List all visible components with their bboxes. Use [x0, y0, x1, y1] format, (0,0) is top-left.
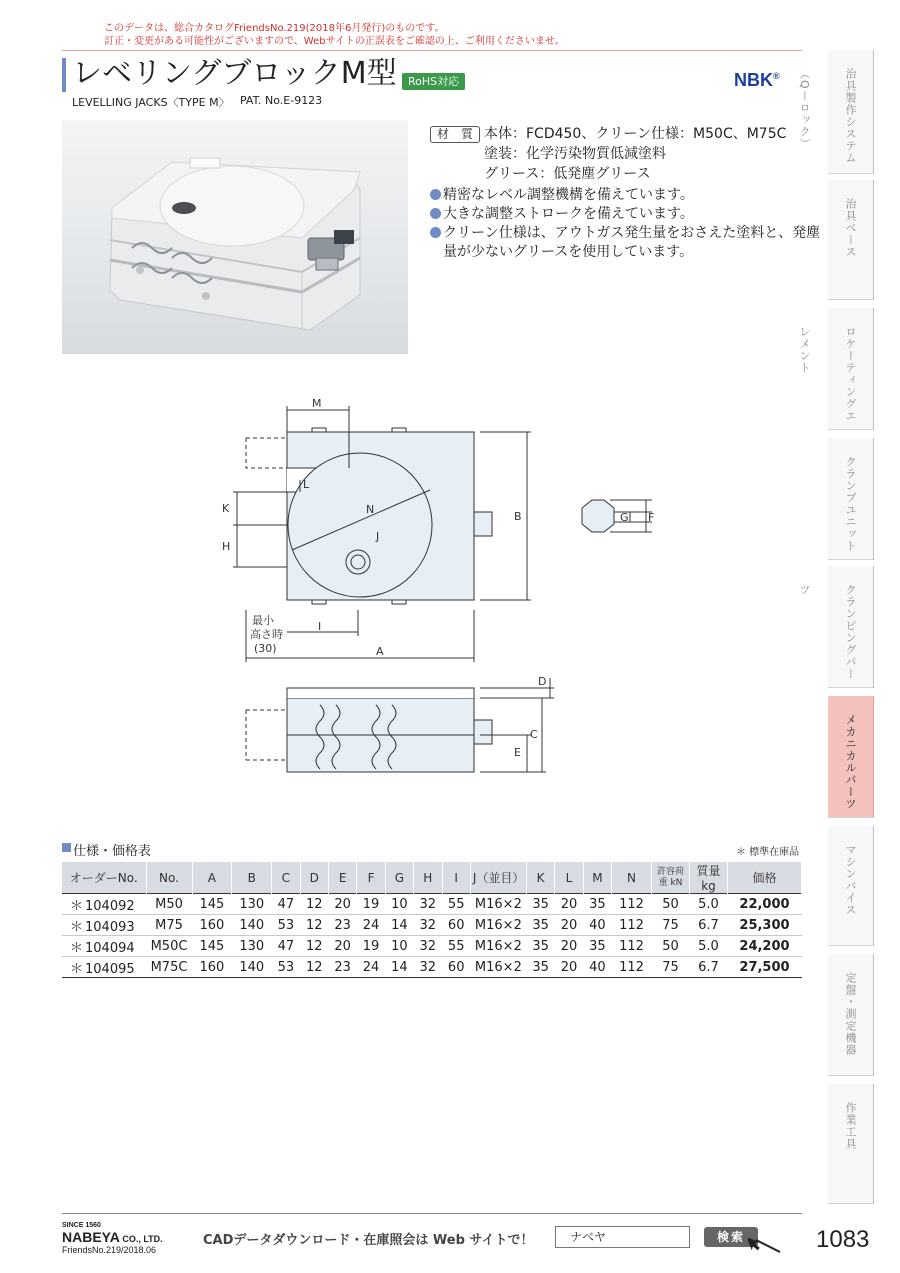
cell-a: 160: [192, 915, 232, 936]
english-subtitle: LEVELLING JACKS〈TYPE M〉: [72, 96, 230, 109]
order-number[interactable]: 104094: [85, 940, 135, 956]
cell-g: 10: [385, 936, 413, 957]
dim-label-e: E: [514, 746, 521, 759]
cell-price: 25,300: [728, 915, 802, 936]
cell-e: 23: [328, 957, 356, 978]
col-g: G: [385, 862, 413, 894]
cell-e: 20: [328, 894, 356, 915]
cell-load: 75: [652, 957, 690, 978]
cell-d: 12: [300, 894, 328, 915]
cell-k: 35: [526, 915, 554, 936]
cell-d: 12: [300, 936, 328, 957]
sidebar-tab-machine-vise[interactable]: マシンバイス: [828, 826, 874, 946]
dim-label-f: F: [648, 511, 655, 524]
company-name: NABEYA: [62, 1229, 120, 1245]
cell-l: 20: [555, 915, 583, 936]
nbk-logo-text: NBK: [734, 70, 773, 90]
dimension-drawing: [0, 380, 820, 800]
feature-text-3: クリーン仕様は、アウトガス発生量をおさえた塗料と、発塵: [443, 225, 821, 241]
bullet-icon: [430, 208, 441, 219]
cell-mass: 6.7: [690, 957, 728, 978]
cell-i: 55: [442, 936, 470, 957]
leveling-block-illustration: [62, 120, 408, 354]
cell-h: 32: [414, 936, 442, 957]
cell-g: 14: [385, 957, 413, 978]
notice-line-1: このデータは、総合カタログFriendsNo.219(2018年6月発行)のものです。: [104, 23, 445, 34]
col-e: E: [328, 862, 356, 894]
cell-mass: 5.0: [690, 894, 728, 915]
cell-m: 35: [583, 936, 611, 957]
sidebar-tab-work-tools[interactable]: 作業工具: [828, 1084, 874, 1204]
stock-star: ＊: [70, 940, 84, 956]
table-row: [62, 957, 802, 978]
cell-h: 32: [414, 894, 442, 915]
patent-number: PAT. No.E-9123: [240, 94, 323, 107]
feature-item-2: [430, 205, 694, 224]
dim-label-c: C: [530, 728, 538, 741]
cell-h: 32: [414, 957, 442, 978]
cell-i: 60: [442, 957, 470, 978]
col-j: J（並目）: [470, 862, 526, 894]
cell-load: 75: [652, 915, 690, 936]
stock-note: ＊ 標準在庫品: [736, 847, 800, 858]
order-number[interactable]: 104095: [85, 961, 135, 977]
page-number: 1083: [816, 1226, 870, 1253]
company-logo: [62, 1229, 163, 1245]
cell-c: 53: [272, 915, 300, 936]
nbk-logo: [734, 70, 780, 91]
bullet-icon: [430, 227, 441, 238]
material-tag: 材 質: [430, 126, 480, 143]
cell-c: 47: [272, 936, 300, 957]
spec-table: [62, 862, 802, 978]
dim-label-g: G: [620, 511, 629, 524]
cell-f: 19: [357, 894, 385, 915]
col-d: D: [300, 862, 328, 894]
stock-star: ＊: [70, 961, 84, 977]
spec-title: 仕様・価格表: [73, 844, 152, 859]
cell-no: M50: [146, 894, 192, 915]
cell-price: 24,200: [728, 936, 802, 957]
footer-divider: [62, 1213, 802, 1214]
rohs-badge: RoHS対応: [402, 73, 465, 90]
col-mass: 質量kg: [690, 862, 728, 894]
cell-g: 10: [385, 894, 413, 915]
col-n: N: [612, 862, 652, 894]
min-height-label-2: 高さ時: [250, 628, 283, 641]
cell-l: 20: [555, 957, 583, 978]
table-row: [62, 936, 802, 957]
cell-e: 23: [328, 915, 356, 936]
spec-header-row: [62, 862, 802, 894]
col-b: B: [232, 862, 272, 894]
cell-f: 19: [357, 936, 385, 957]
feature-text-2: 大きな調整ストロークを備えています。: [443, 206, 694, 222]
cell-l: 20: [555, 936, 583, 957]
cell-b: 140: [232, 957, 272, 978]
feature-item-1: [430, 186, 694, 205]
cell-a: 145: [192, 936, 232, 957]
company-suffix: CO., LTD.: [119, 1234, 163, 1244]
cell-mass: 5.0: [690, 936, 728, 957]
cell-mass: 6.7: [690, 915, 728, 936]
cell-g: 14: [385, 915, 413, 936]
feature-item-3: [430, 224, 820, 243]
cell-b: 140: [232, 915, 272, 936]
order-cell[interactable]: [62, 957, 146, 978]
stock-star: ＊: [70, 919, 84, 935]
sidebar-tab-qlock[interactable]: 治具製作システム（Qーロック）: [828, 50, 874, 174]
cell-m: 40: [583, 915, 611, 936]
cell-c: 53: [272, 957, 300, 978]
sidebar-tab-jig-base[interactable]: 治具ベース: [828, 180, 874, 300]
material-grease: グリース：低発塵グリース: [484, 166, 651, 182]
cell-n: 112: [612, 915, 652, 936]
dim-label-d: D: [538, 675, 547, 688]
dim-label-b: B: [514, 510, 522, 523]
sidebar-tab-clamp-unit[interactable]: クランプユニット: [828, 438, 874, 560]
col-l: L: [555, 862, 583, 894]
dim-label-a: A: [376, 645, 384, 658]
sidebar-tab-clamping-parts[interactable]: クランピングパーツ: [828, 566, 874, 688]
material-body: 本体：FCD450、クリーン仕様：M50C、M75C: [484, 126, 787, 142]
order-number[interactable]: 104092: [85, 898, 135, 914]
since-label: SINCE 1560: [62, 1222, 101, 1229]
col-h: H: [414, 862, 442, 894]
search-input[interactable]: ナベヤ: [555, 1226, 690, 1248]
order-number[interactable]: 104093: [85, 919, 135, 935]
search-button[interactable]: 検索: [704, 1227, 758, 1247]
col-m: M: [583, 862, 611, 894]
col-load: 許容荷重 kN: [652, 862, 690, 894]
page-title: レベリングブロックM型: [72, 56, 397, 91]
col-order-no: オーダーNo.: [62, 862, 146, 894]
dim-label-m: M: [312, 397, 322, 410]
sidebar-tab-locating[interactable]: ロケーティングエレメント: [828, 308, 874, 430]
cell-d: 12: [300, 957, 328, 978]
feature-text-1: 精密なレベル調整機構を備えています。: [443, 187, 694, 203]
col-k: K: [526, 862, 554, 894]
cell-e: 20: [328, 936, 356, 957]
catalog-notice: [104, 22, 565, 48]
material-coating: 塗装：化学汚染物質低減塗料: [484, 146, 666, 162]
cell-load: 50: [652, 936, 690, 957]
cell-c: 47: [272, 894, 300, 915]
dim-label-h: H: [222, 540, 231, 553]
title-accent-bar: [62, 58, 66, 92]
cell-l: 20: [555, 894, 583, 915]
cell-k: 35: [526, 936, 554, 957]
cell-m: 35: [583, 894, 611, 915]
cell-j: M16×2: [470, 894, 526, 915]
order-cell[interactable]: [62, 894, 146, 915]
registered-mark: ®: [773, 71, 780, 81]
dim-label-l: L: [303, 478, 310, 491]
dim-label-n: N: [366, 503, 375, 516]
cell-price: 27,500: [728, 957, 802, 978]
col-no: No.: [146, 862, 192, 894]
cad-download-banner: CADデータダウンロード・在庫照会は Web サイトで！: [203, 1233, 534, 1248]
cell-a: 160: [192, 957, 232, 978]
stock-star: ＊: [70, 898, 84, 914]
cell-f: 24: [357, 957, 385, 978]
col-f: F: [357, 862, 385, 894]
cell-i: 55: [442, 894, 470, 915]
feature-item-3-cont: 量が少ないグリースを使用しています。: [443, 244, 694, 260]
col-c: C: [272, 862, 300, 894]
cell-n: 112: [612, 957, 652, 978]
cell-j: M16×2: [470, 936, 526, 957]
dim-label-i: I: [318, 620, 322, 633]
sidebar-tab-mechanical-parts[interactable]: メカニカルパーツ: [828, 696, 874, 818]
cell-d: 12: [300, 915, 328, 936]
col-i: I: [442, 862, 470, 894]
cell-n: 112: [612, 936, 652, 957]
table-row: [62, 915, 802, 936]
cell-no: M50C: [146, 936, 192, 957]
cell-m: 40: [583, 957, 611, 978]
min-height-label-1: 最小: [252, 614, 274, 627]
cell-k: 35: [526, 894, 554, 915]
order-cell[interactable]: [62, 936, 146, 957]
cell-b: 130: [232, 894, 272, 915]
col-a: A: [192, 862, 232, 894]
cell-no: M75C: [146, 957, 192, 978]
cursor-arrow-icon: [748, 1232, 782, 1254]
min-height-label-3: (30): [254, 642, 277, 655]
product-photo: [62, 120, 408, 354]
col-price: 価格: [728, 862, 802, 894]
cell-n: 112: [612, 894, 652, 915]
cell-h: 32: [414, 915, 442, 936]
dim-label-j: J: [376, 530, 380, 543]
notice-line-2: 訂正・変更がある可能性がございますので、Webサイトの正誤表をご確認の上、ご利用くださいませ。: [104, 36, 565, 47]
cell-price: 22,000: [728, 894, 802, 915]
table-row: [62, 894, 802, 915]
cell-b: 130: [232, 936, 272, 957]
sidebar-tab-surface-plate[interactable]: 定盤・測定機器: [828, 954, 874, 1076]
cell-k: 35: [526, 957, 554, 978]
notice-divider: [62, 50, 802, 51]
order-cell[interactable]: [62, 915, 146, 936]
cell-a: 145: [192, 894, 232, 915]
cell-no: M75: [146, 915, 192, 936]
cell-j: M16×2: [470, 957, 526, 978]
bullet-icon: [430, 189, 441, 200]
cell-i: 60: [442, 915, 470, 936]
cell-load: 50: [652, 894, 690, 915]
cell-j: M16×2: [470, 915, 526, 936]
cell-f: 24: [357, 915, 385, 936]
spec-title-marker: [62, 843, 71, 852]
dim-label-k: K: [222, 502, 230, 515]
catalog-edition: FriendsNo.219/2018.06: [62, 1245, 157, 1255]
